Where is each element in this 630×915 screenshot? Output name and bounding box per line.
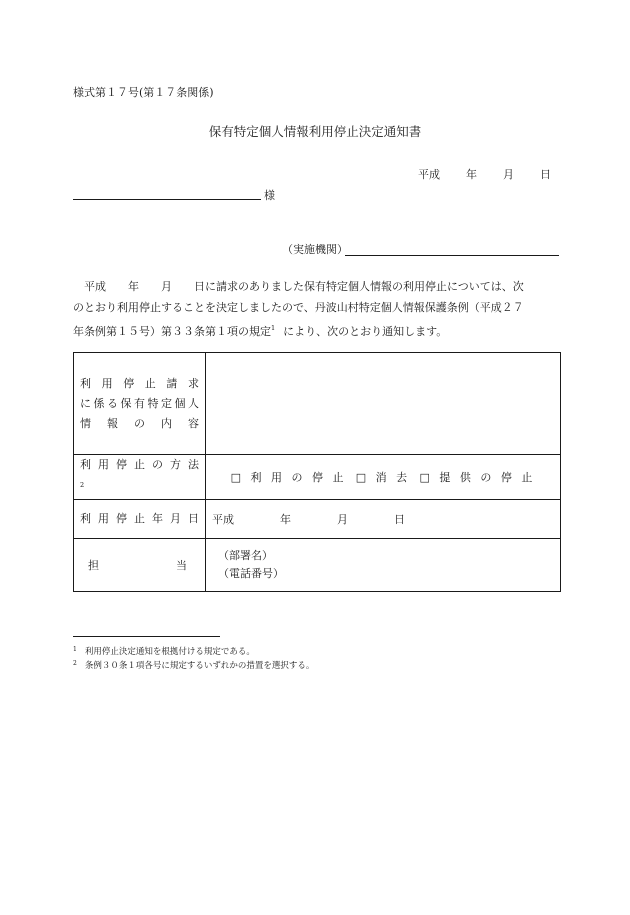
stop-date-day: 日 bbox=[394, 513, 405, 526]
footnote-2 bbox=[73, 659, 314, 671]
stop-date-label: 利用停止年月日 bbox=[80, 512, 199, 525]
table-row bbox=[74, 500, 561, 539]
content-label-cell bbox=[74, 353, 206, 455]
phone-field: （電話番号） bbox=[218, 567, 284, 580]
body-line-1: 平成 年 月 日に請求のありました保有特定個人情報の利用停止については、次 bbox=[84, 280, 524, 293]
table-row bbox=[74, 455, 561, 500]
content-label-line-2: に係る保有特定個人 bbox=[80, 396, 199, 410]
date-day: 日 bbox=[540, 168, 551, 181]
footnote-mark-1: 1 bbox=[73, 646, 77, 653]
date-month: 月 bbox=[503, 168, 514, 181]
form-number: 様式第１７号(第１７条関係) bbox=[73, 86, 214, 99]
footnote-ref-1: 1 bbox=[271, 324, 276, 332]
content-value-cell[interactable] bbox=[206, 353, 561, 455]
body-line-3a: 年条例第１５号）第３３条第１項の規定 bbox=[73, 325, 271, 338]
stop-date-era: 平成 bbox=[212, 513, 234, 526]
method-label: 利用停止の方法 $^2$ bbox=[80, 458, 199, 489]
footnote-divider bbox=[73, 636, 220, 637]
body-line-2: のとおり利用停止することを決定しましたので、丹波山村特定個人情報保護条例（平成２７ bbox=[73, 300, 524, 314]
table-row bbox=[74, 539, 561, 592]
footnote-text-2: 条例３０条１項各号に規定するいずれかの措置を選択する。 bbox=[84, 661, 315, 671]
content-label-line-1: 利用停止請求 bbox=[80, 376, 199, 390]
stop-date-month: 月 bbox=[337, 513, 348, 526]
notice-date bbox=[418, 166, 551, 182]
footnote-ref-2: 2 bbox=[80, 481, 85, 489]
method-label-cell bbox=[74, 455, 206, 500]
document-title: 保有特定個人情報利用停止決定通知書 bbox=[208, 124, 422, 139]
stop-details-table bbox=[73, 352, 561, 592]
stop-date-year: 年 bbox=[280, 513, 291, 526]
option-usage-stop-checkbox[interactable]: □ 利 用 の 停 止 bbox=[230, 471, 347, 484]
addressee-blank bbox=[73, 199, 261, 200]
agency-label: （実施機関） bbox=[282, 243, 348, 256]
body-line-3 bbox=[73, 318, 563, 343]
contact-label-right: 当 bbox=[176, 559, 187, 572]
option-provision-stop-checkbox[interactable]: □ 提 供 の 停 止 bbox=[419, 471, 536, 484]
method-options-cell bbox=[206, 455, 561, 500]
date-year: 年 bbox=[466, 168, 477, 181]
option-erase-checkbox[interactable]: □ 消 去 bbox=[355, 471, 411, 484]
stop-date-label-cell bbox=[74, 500, 206, 539]
contact-label-cell bbox=[74, 539, 206, 592]
date-era: 平成 bbox=[418, 168, 440, 181]
stop-date-value-cell[interactable] bbox=[206, 500, 561, 539]
department-field: （部署名） bbox=[218, 549, 273, 562]
addressee-suffix: 様 bbox=[264, 189, 275, 202]
contact-value-cell[interactable] bbox=[206, 539, 561, 592]
footnote-text-1: 利用停止決定通知を根拠付ける規定である。 bbox=[84, 647, 255, 657]
body-paragraph bbox=[73, 277, 563, 343]
footnote-1 bbox=[73, 645, 255, 657]
body-line-3b: により、次のとおり通知します。 bbox=[283, 325, 448, 338]
table-row bbox=[74, 353, 561, 455]
footnote-mark-2: 2 bbox=[73, 660, 77, 667]
agency-blank bbox=[345, 255, 559, 256]
contact-label-left: 担 bbox=[88, 559, 99, 572]
content-label-line-3: 情報の内容 bbox=[80, 416, 199, 430]
